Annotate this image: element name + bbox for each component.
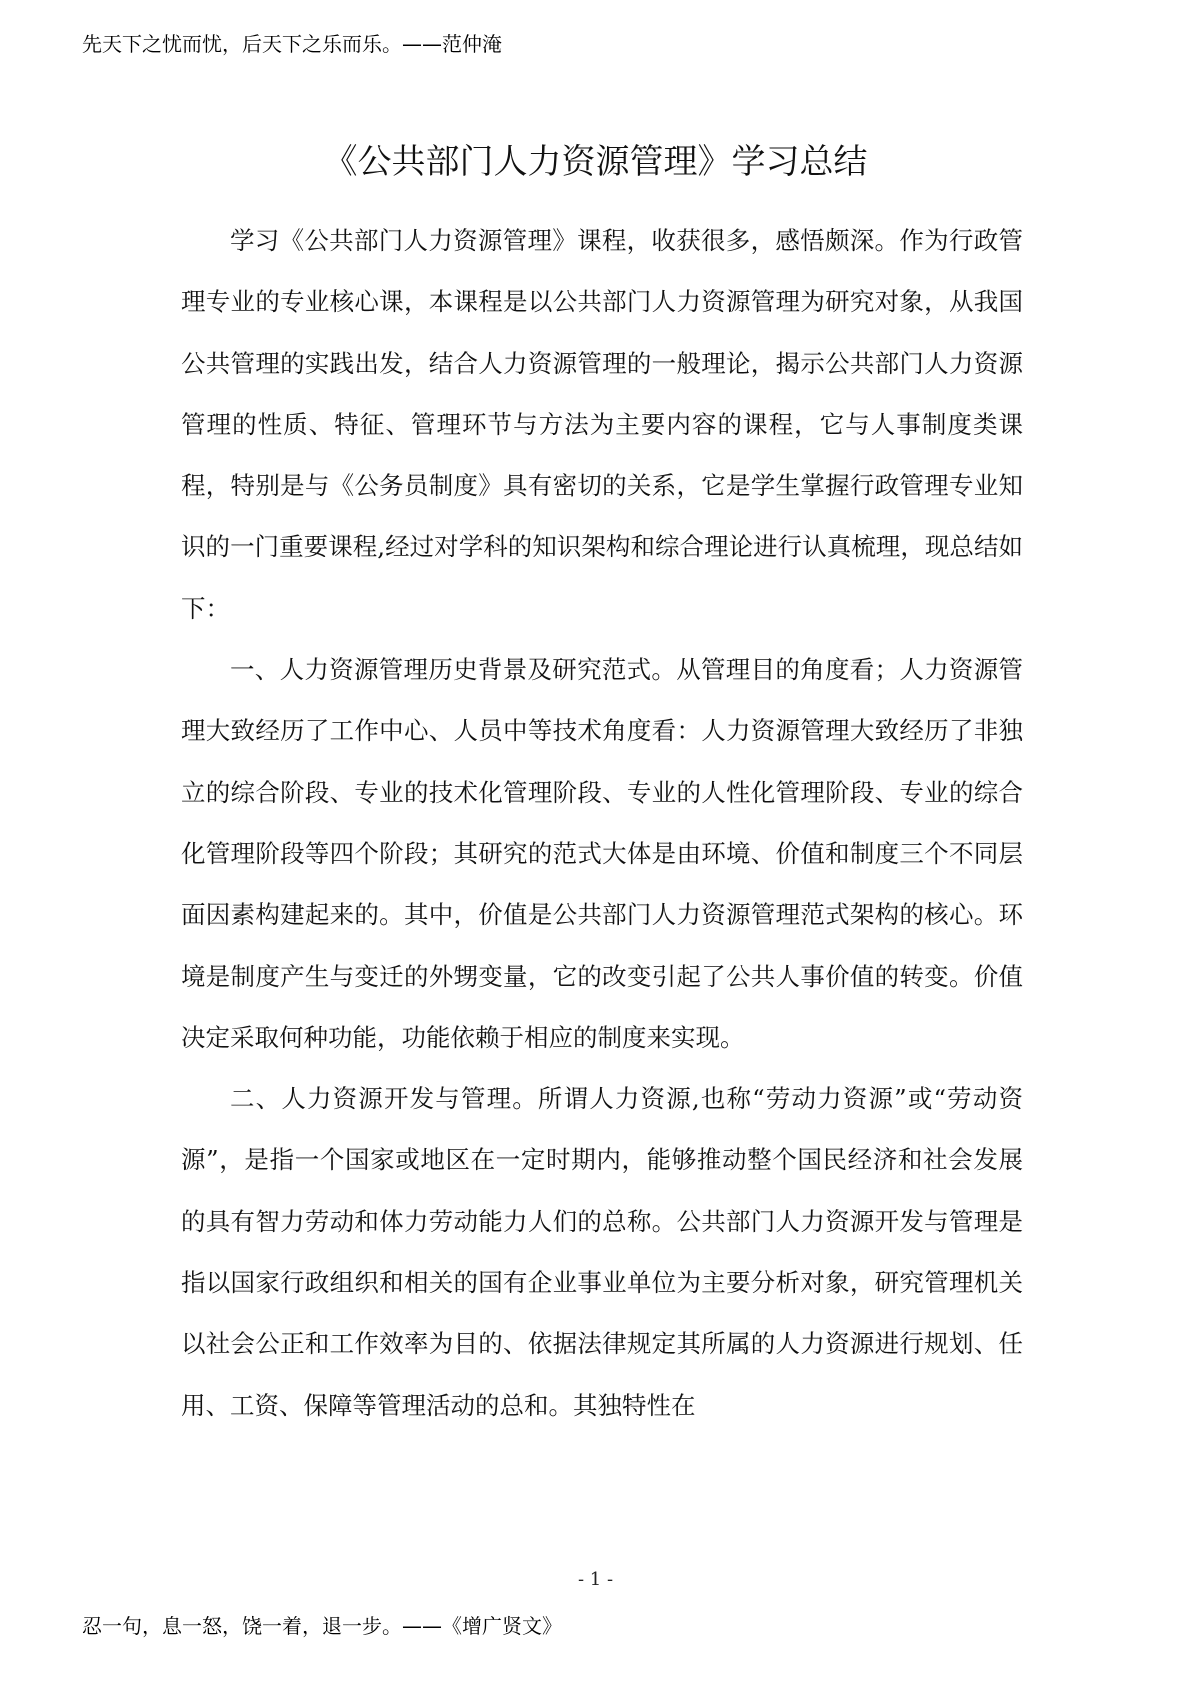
paragraph-intro: 学习《公共部门人力资源管理》课程，收获很多，感悟颇深。作为行政管理专业的专业核心课，本课程是以公共部门人力资源管理为研究对象，从我国公共管理的实践出发，结合人力资源管理的一般理论，揭示公共部门人力资源管理的性质、特征、管理环节与方法为主要内容的课程，它与人事制度类课程，特别是与《公务员制度》具有密切的关系，它是学生掌握行政管理专业知识的一门重要课程,经过对学科的知识架构和综合理论进行认真梳理，现总结如下： bbox=[181, 226, 1023, 623]
paragraph-section-2: 二、人力资源开发与管理。所谓人力资源,也称“劳动力资源”或“劳动资源”，是指一个国家或地区在一定时期内，能够推动整个国民经济和社会发展的具有智力劳动和体力劳动能力人们的总称。公共部门人力资源开发与管理是指以国家行政组织和相关的国有企业事业单位为主要分析对象，研究管理机关以社会公正和工作效率为目的、依据法律规定其所属的人力资源进行规划、任用、工资、保障等管理活动的总和。其独特性在 bbox=[181, 1084, 1023, 1420]
header-quote: 先天下之忧而忧，后天下之乐而乐。——范仲淹 bbox=[82, 32, 502, 56]
page-number: - 1 - bbox=[577, 1569, 614, 1590]
paragraph-section-1: 一、人力资源管理历史背景及研究范式。从管理目的角度看；人力资源管理大致经历了工作中心、人员中等技术角度看：人力资源管理大致经历了非独立的综合阶段、专业的技术化管理阶段、专业的人性化管理阶段、专业的综合化管理阶段等四个阶段；其研究的范式大体是由环境、价值和制度三个不同层面因素构建起来的。其中，价值是公共部门人力资源管理范式架构的核心。环境是制度产生与变迁的外甥变量，它的改变引起了公共人事价值的转变。价值决定采取何种功能，功能依赖于相应的制度来实现。 bbox=[181, 655, 1023, 1052]
document-title: 《公共部门人力资源管理》学习总结 bbox=[323, 142, 868, 182]
document-body bbox=[181, 210, 1023, 1436]
footer-quote: 忍一句，息一怒，饶一着，退一步。——《增广贤文》 bbox=[82, 1614, 562, 1638]
